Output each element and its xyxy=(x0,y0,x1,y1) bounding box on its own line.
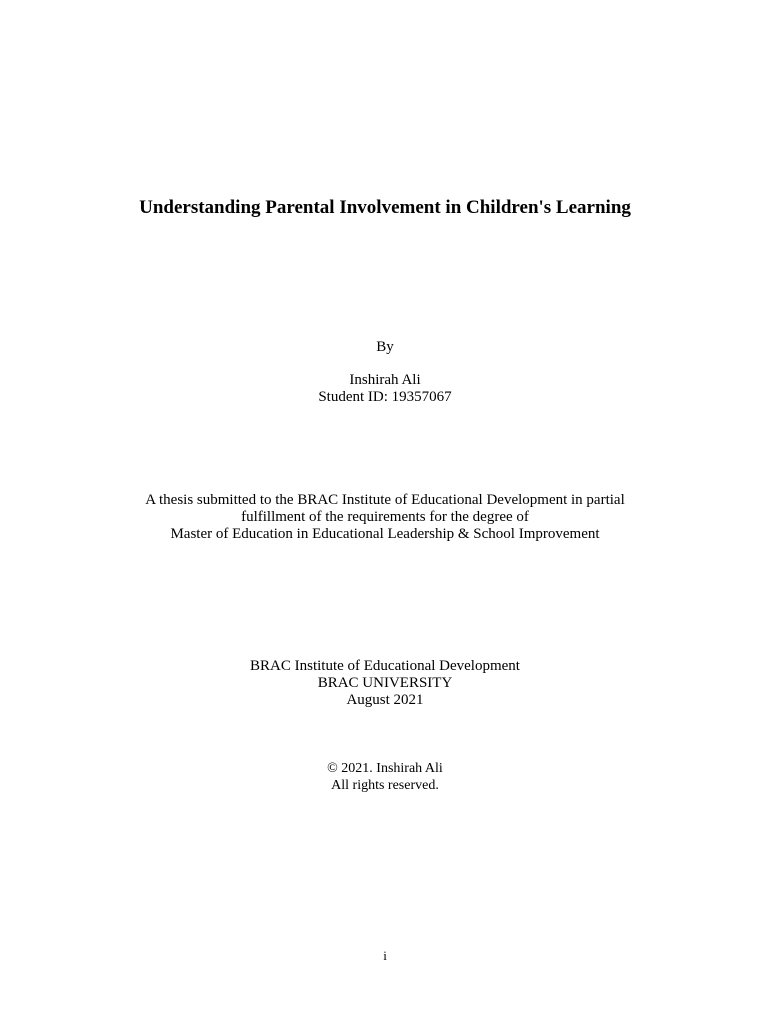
thesis-statement-line-1: A thesis submitted to the BRAC Institute of Educational Development in partial xyxy=(145,492,625,508)
thesis-statement-line-3: Master of Education in Educational Leadership & School Improvement xyxy=(170,526,600,542)
thesis-statement xyxy=(0,492,770,543)
author-block xyxy=(0,372,770,406)
student-id: Student ID: 19357067 xyxy=(318,389,452,405)
institution-block xyxy=(0,658,770,709)
copyright-block xyxy=(0,760,770,794)
university-name: BRAC UNIVERSITY xyxy=(317,675,453,691)
rights-line: All rights reserved. xyxy=(331,778,439,793)
institution-name: BRAC Institute of Educational Development xyxy=(250,658,520,674)
thesis-title: Understanding Parental Involvement in Children's Learning xyxy=(139,197,631,218)
thesis-statement-line-2: fulfillment of the requirements for the degree of xyxy=(241,509,529,525)
copyright-line: © 2021. Inshirah Ali xyxy=(327,761,443,776)
author-name: Inshirah Ali xyxy=(349,372,421,388)
submission-date: August 2021 xyxy=(346,692,424,708)
by-label: By xyxy=(376,339,394,355)
by-label-block xyxy=(0,339,770,356)
page-number: i xyxy=(383,948,387,963)
